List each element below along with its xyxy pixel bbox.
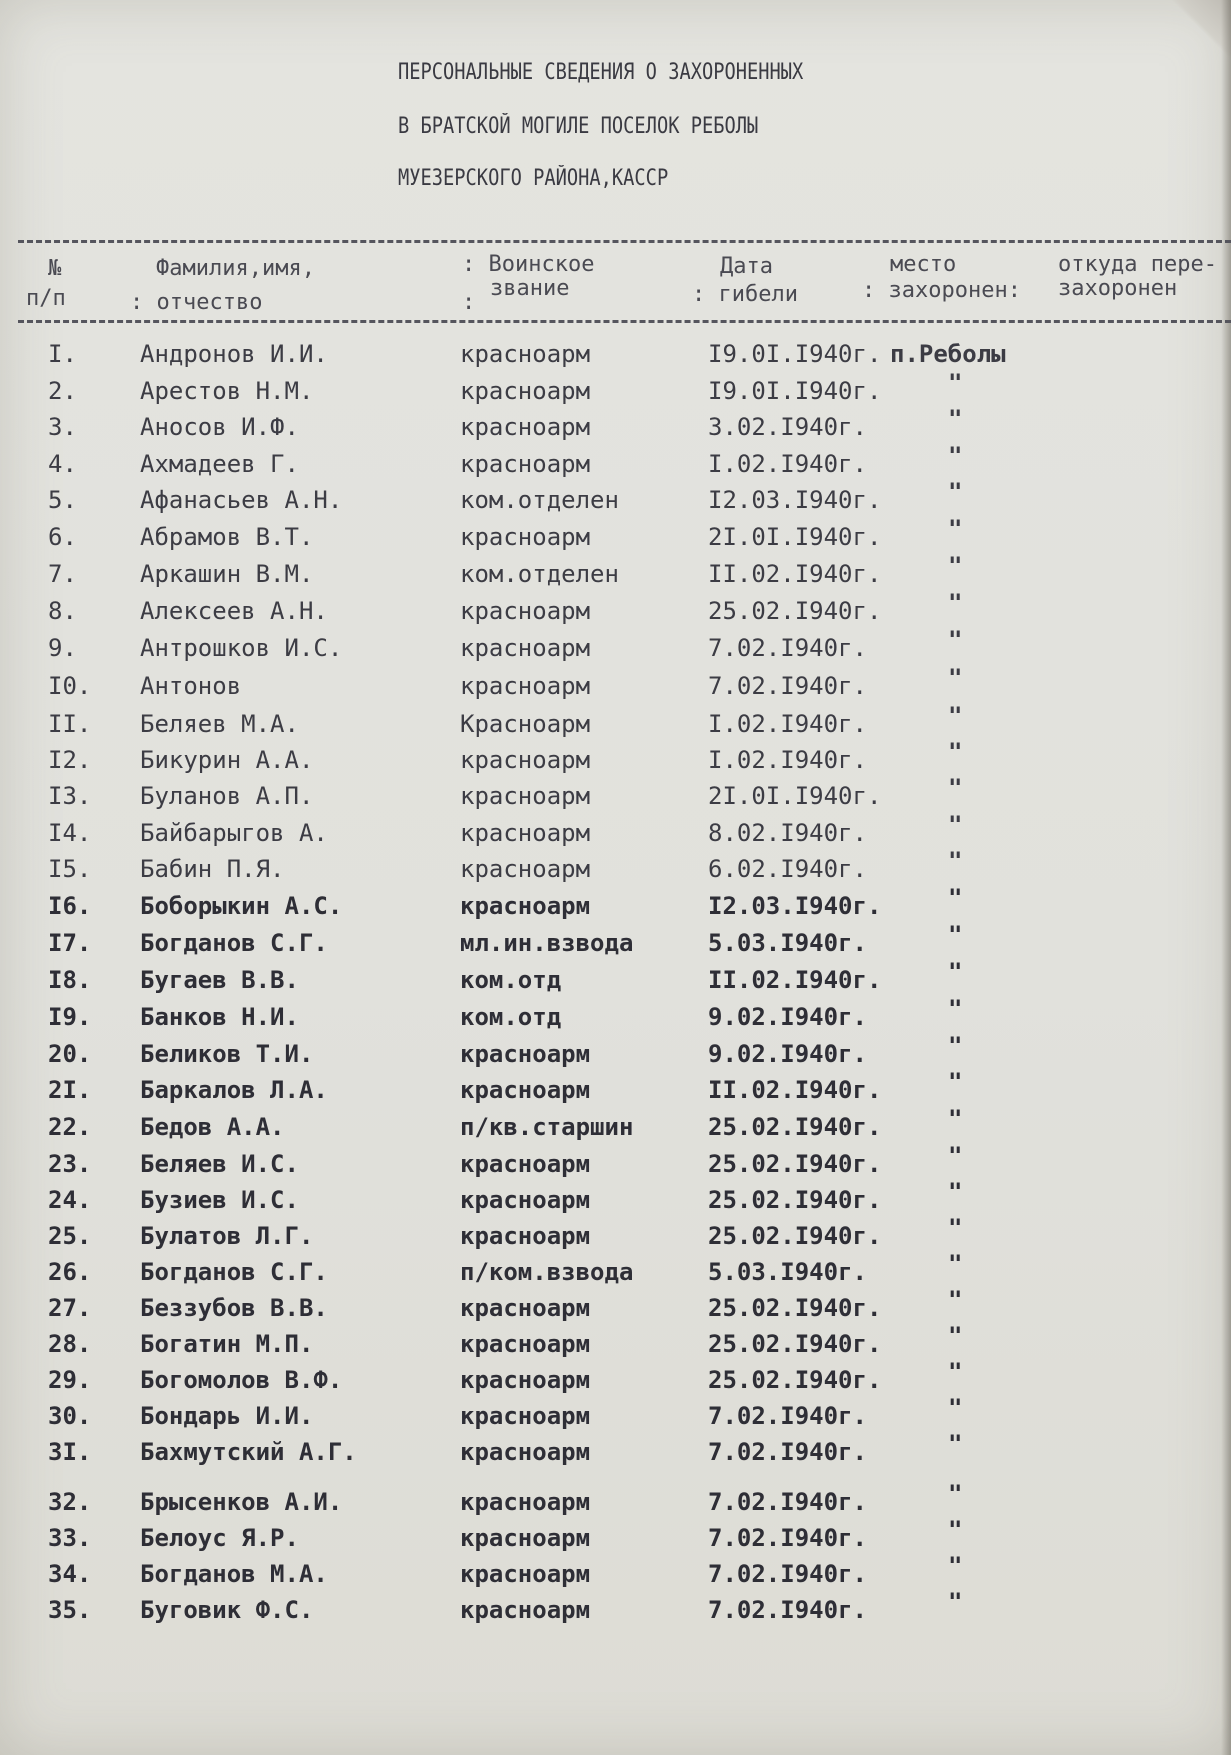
table-row <box>0 1588 1231 1632</box>
row-name: Бузиев И.С. <box>140 1186 299 1214</box>
row-number: 29. <box>48 1366 92 1394</box>
row-name: Беззубов В.В. <box>140 1294 328 1322</box>
row-name: Беляев И.С. <box>140 1150 299 1178</box>
table-row <box>0 1286 1231 1330</box>
row-date: 6.02.I940г. <box>708 855 867 883</box>
row-name: Ахмадеев Г. <box>140 450 299 478</box>
row-burial-place: " <box>948 1430 963 1458</box>
row-burial-place: " <box>948 847 963 875</box>
row-rank: красноарм <box>460 1186 591 1214</box>
table-row <box>0 478 1231 522</box>
row-date: 7.02.I940г. <box>708 1488 867 1516</box>
table-row <box>0 958 1231 1002</box>
row-date: 25.02.I940г. <box>708 597 882 625</box>
table-row <box>0 1032 1231 1076</box>
row-date: 9.02.I940г. <box>708 1003 867 1031</box>
row-name: Богатин М.П. <box>140 1330 314 1358</box>
row-number: 3. <box>48 413 77 441</box>
row-rank: красноарм <box>460 1150 591 1178</box>
row-number: I6. <box>48 892 92 920</box>
row-burial-place: " <box>948 1032 963 1060</box>
table-row <box>0 702 1231 746</box>
row-date: 25.02.I940г. <box>708 1330 882 1358</box>
row-rank: красноарм <box>460 819 591 847</box>
row-number: 3I. <box>48 1438 92 1466</box>
table-row <box>0 738 1231 782</box>
row-burial-place: " <box>948 1322 963 1350</box>
table-row <box>0 1358 1231 1402</box>
row-burial-place: " <box>948 1480 963 1508</box>
header-place-top: место <box>890 252 957 277</box>
row-burial-place: " <box>948 369 963 397</box>
row-burial-place: " <box>948 626 963 654</box>
row-name: Бондарь И.И. <box>140 1402 314 1430</box>
row-name: Белоус Я.Р. <box>140 1524 299 1552</box>
row-burial-place: " <box>948 442 963 470</box>
row-number: 22. <box>48 1113 92 1141</box>
row-date: 7.02.I940г. <box>708 1560 867 1588</box>
row-burial-place: " <box>948 1142 963 1170</box>
row-name: Алексеев А.Н. <box>140 597 328 625</box>
row-rank: Красноарм <box>460 710 591 738</box>
row-burial-place: " <box>948 1516 963 1544</box>
row-name: Баркалов Л.А. <box>140 1076 328 1104</box>
row-name: Абрамов В.Т. <box>140 523 314 551</box>
row-date: 7.02.I940г. <box>708 1524 867 1552</box>
row-name: Бабин П.Я. <box>140 855 285 883</box>
table-row <box>0 664 1231 708</box>
table-row <box>0 1322 1231 1366</box>
row-name: Афанасьев А.Н. <box>140 486 343 514</box>
row-rank: красноарм <box>460 1330 591 1358</box>
row-name: Богданов М.А. <box>140 1560 328 1588</box>
row-rank: красноарм <box>460 1524 591 1552</box>
row-rank: красноарм <box>460 1560 591 1588</box>
row-rank: красноарм <box>460 1438 591 1466</box>
row-date: 2I.0I.I940г. <box>708 782 882 810</box>
row-number: 7. <box>48 560 77 588</box>
table-row <box>0 552 1231 596</box>
row-burial-place: " <box>948 1214 963 1242</box>
row-number: 25. <box>48 1222 92 1250</box>
row-burial-place: " <box>948 995 963 1023</box>
table-row <box>0 626 1231 670</box>
document-title-line-1: ПЕРСОНАЛЬНЫЕ СВЕДЕНИЯ О ЗАХОРОНЕННЫХ <box>398 60 804 85</box>
row-number: I5. <box>48 855 92 883</box>
table-row <box>0 1105 1231 1149</box>
row-date: 25.02.I940г. <box>708 1186 882 1214</box>
row-number: 24. <box>48 1186 92 1214</box>
table-row <box>0 1552 1231 1596</box>
row-number: I. <box>48 340 77 368</box>
row-number: I9. <box>48 1003 92 1031</box>
header-name-bottom: : отчество <box>130 290 263 315</box>
row-rank: красноарм <box>460 746 591 774</box>
row-date: II.02.I940г. <box>708 560 882 588</box>
row-name: Боборыкин А.С. <box>140 892 343 920</box>
row-date: 25.02.I940г. <box>708 1366 882 1394</box>
row-date: 7.02.I940г. <box>708 1438 867 1466</box>
row-date: 8.02.I940г. <box>708 819 867 847</box>
table-row <box>0 1178 1231 1222</box>
row-number: 5. <box>48 486 77 514</box>
row-burial-place: " <box>948 1588 963 1616</box>
row-burial-place: " <box>948 774 963 802</box>
row-rank: красноарм <box>460 1040 591 1068</box>
row-number: 26. <box>48 1258 92 1286</box>
row-date: 25.02.I940г. <box>708 1222 882 1250</box>
row-date: I9.0I.I940г. <box>708 340 882 368</box>
row-name: Аносов И.Ф. <box>140 413 299 441</box>
row-date: 25.02.I940г. <box>708 1150 882 1178</box>
row-rank: красноарм <box>460 377 591 405</box>
row-name: Богданов С.Г. <box>140 929 328 957</box>
row-burial-place: " <box>948 1250 963 1278</box>
row-name: Андронов И.И. <box>140 340 328 368</box>
row-burial-place: " <box>948 921 963 949</box>
row-rank: красноарм <box>460 413 591 441</box>
table-row <box>0 442 1231 486</box>
row-name: Брысенков А.И. <box>140 1488 343 1516</box>
row-rank: красноарм <box>460 1222 591 1250</box>
row-name: Банков Н.И. <box>140 1003 299 1031</box>
document-title-line-2: В БРАТСКОЙ МОГИЛЕ ПОСЕЛОК РЕБОЛЫ <box>398 114 759 139</box>
row-rank: красноарм <box>460 1402 591 1430</box>
row-burial-place: " <box>948 1552 963 1580</box>
table-row <box>0 811 1231 855</box>
table-row <box>0 995 1231 1039</box>
row-burial-place: " <box>948 478 963 506</box>
row-number: I3. <box>48 782 92 810</box>
row-date: II.02.I940г. <box>708 966 882 994</box>
row-rank: красноарм <box>460 855 591 883</box>
row-number: 30. <box>48 1402 92 1430</box>
row-rank: красноарм <box>460 1076 591 1104</box>
row-date: 2I.0I.I940г. <box>708 523 882 551</box>
header-date-bottom: : гибели <box>692 282 798 307</box>
row-burial-place: " <box>948 1286 963 1314</box>
header-bottom-rule <box>18 320 1231 323</box>
row-rank: ком.отд <box>460 1003 562 1031</box>
row-rank: красноарм <box>460 672 591 700</box>
header-top-rule <box>18 240 1231 243</box>
row-number: 28. <box>48 1330 92 1358</box>
row-date: 5.03.I940г. <box>708 929 867 957</box>
row-name: Антрошков И.С. <box>140 634 343 662</box>
row-name: Буговик Ф.С. <box>140 1596 314 1624</box>
row-burial-place: " <box>948 1178 963 1206</box>
row-number: I2. <box>48 746 92 774</box>
row-burial-place: п.Реболы <box>890 340 1006 368</box>
row-rank: мл.ин.взвода <box>460 929 634 957</box>
header-from-bottom: захоронен <box>1058 276 1178 301</box>
row-burial-place: " <box>948 811 963 839</box>
row-date: 7.02.I940г. <box>708 672 867 700</box>
row-burial-place: " <box>948 738 963 766</box>
row-number: 6. <box>48 523 77 551</box>
header-rank-colon: : <box>462 290 476 315</box>
row-number: 32. <box>48 1488 92 1516</box>
row-date: 3.02.I940г. <box>708 413 867 441</box>
row-rank: красноарм <box>460 1596 591 1624</box>
row-rank: красноарм <box>460 634 591 662</box>
row-name: Беляев М.А. <box>140 710 299 738</box>
row-name: Бугаев В.В. <box>140 966 299 994</box>
table-row <box>0 847 1231 891</box>
row-date: 5.03.I940г. <box>708 1258 867 1286</box>
row-rank: красноарм <box>460 892 591 920</box>
table-row <box>0 405 1231 449</box>
header-rank-top: : Воинское <box>462 252 595 277</box>
row-rank: ком.отделен <box>460 560 619 588</box>
row-rank: красноарм <box>460 450 591 478</box>
table-row <box>0 1394 1231 1438</box>
row-date: I2.03.I940г. <box>708 892 882 920</box>
row-name: Арестов Н.М. <box>140 377 314 405</box>
header-place-bottom: : захоронен: <box>862 278 1021 303</box>
row-burial-place: " <box>948 1105 963 1133</box>
table-row <box>0 1068 1231 1112</box>
header-number-top: № <box>48 256 62 281</box>
row-burial-place: " <box>948 515 963 543</box>
row-burial-place: " <box>948 405 963 433</box>
row-number: I4. <box>48 819 92 847</box>
row-rank: красноарм <box>460 782 591 810</box>
row-date: 7.02.I940г. <box>708 1402 867 1430</box>
row-number: I0. <box>48 672 92 700</box>
header-date-top: Дата <box>720 254 773 279</box>
row-date: I9.0I.I940г. <box>708 377 882 405</box>
row-rank: п/кв.старшин <box>460 1113 634 1141</box>
row-burial-place: " <box>948 1394 963 1422</box>
row-date: 25.02.I940г. <box>708 1294 882 1322</box>
row-date: 9.02.I940г. <box>708 1040 867 1068</box>
row-burial-place: " <box>948 589 963 617</box>
row-number: 33. <box>48 1524 92 1552</box>
table-row <box>0 1214 1231 1258</box>
row-rank: красноарм <box>460 1366 591 1394</box>
row-rank: ком.отделен <box>460 486 619 514</box>
row-burial-place: " <box>948 958 963 986</box>
row-name: Богданов С.Г. <box>140 1258 328 1286</box>
row-number: 35. <box>48 1596 92 1624</box>
table-row <box>0 1480 1231 1524</box>
row-date: I2.03.I940г. <box>708 486 882 514</box>
row-number: 4. <box>48 450 77 478</box>
row-burial-place: " <box>948 552 963 580</box>
row-burial-place: " <box>948 702 963 730</box>
row-number: II. <box>48 710 92 738</box>
row-number: 23. <box>48 1150 92 1178</box>
table-row <box>0 515 1231 559</box>
document-title-line-3: МУЕЗЕРСКОГО РАЙОНА,КАССР <box>398 166 669 191</box>
row-name: Булатов Л.Г. <box>140 1222 314 1250</box>
row-date: I.02.I940г. <box>708 450 867 478</box>
table-row <box>0 884 1231 928</box>
row-name: Бикурин А.А. <box>140 746 314 774</box>
header-from-top: откуда пере- <box>1058 252 1217 277</box>
row-date: 7.02.I940г. <box>708 1596 867 1624</box>
table-row <box>0 369 1231 413</box>
table-row <box>0 1430 1231 1474</box>
row-number: 27. <box>48 1294 92 1322</box>
row-date: II.02.I940г. <box>708 1076 882 1104</box>
row-date: 25.02.I940г. <box>708 1113 882 1141</box>
table-row <box>0 340 1231 376</box>
row-rank: красноарм <box>460 1294 591 1322</box>
row-name: Аркашин В.М. <box>140 560 314 588</box>
row-name: Богомолов В.Ф. <box>140 1366 343 1394</box>
row-number: 2I. <box>48 1076 92 1104</box>
row-number: I7. <box>48 929 92 957</box>
table-row <box>0 1250 1231 1294</box>
header-number-bottom: п/п <box>26 286 66 311</box>
row-burial-place: " <box>948 1358 963 1386</box>
row-number: 34. <box>48 1560 92 1588</box>
row-name: Бахмутский А.Г. <box>140 1438 357 1466</box>
row-rank: ком.отд <box>460 966 562 994</box>
row-rank: красноарм <box>460 597 591 625</box>
table-row <box>0 1142 1231 1186</box>
table-row <box>0 921 1231 965</box>
header-rank-bottom: звание <box>490 276 570 301</box>
row-name: Беликов Т.И. <box>140 1040 314 1068</box>
row-rank: красноарм <box>460 340 591 368</box>
row-burial-place: " <box>948 664 963 692</box>
row-rank: п/ком.взвода <box>460 1258 634 1286</box>
row-rank: красноарм <box>460 523 591 551</box>
table-row <box>0 774 1231 818</box>
row-burial-place: " <box>948 884 963 912</box>
row-date: 7.02.I940г. <box>708 634 867 662</box>
row-number: 8. <box>48 597 77 625</box>
row-name: Байбарыгов А. <box>140 819 328 847</box>
row-number: 20. <box>48 1040 92 1068</box>
row-rank: красноарм <box>460 1488 591 1516</box>
row-date: I.02.I940г. <box>708 746 867 774</box>
table-row <box>0 1516 1231 1560</box>
row-number: I8. <box>48 966 92 994</box>
row-burial-place: " <box>948 1068 963 1096</box>
row-name: Антонов <box>140 672 242 700</box>
row-number: 9. <box>48 634 77 662</box>
row-name: Бедов А.А. <box>140 1113 285 1141</box>
table-row <box>0 589 1231 633</box>
header-name-top: Фамилия,имя, <box>156 256 315 281</box>
row-name: Буланов А.П. <box>140 782 314 810</box>
row-date: I.02.I940г. <box>708 710 867 738</box>
row-number: 2. <box>48 377 77 405</box>
